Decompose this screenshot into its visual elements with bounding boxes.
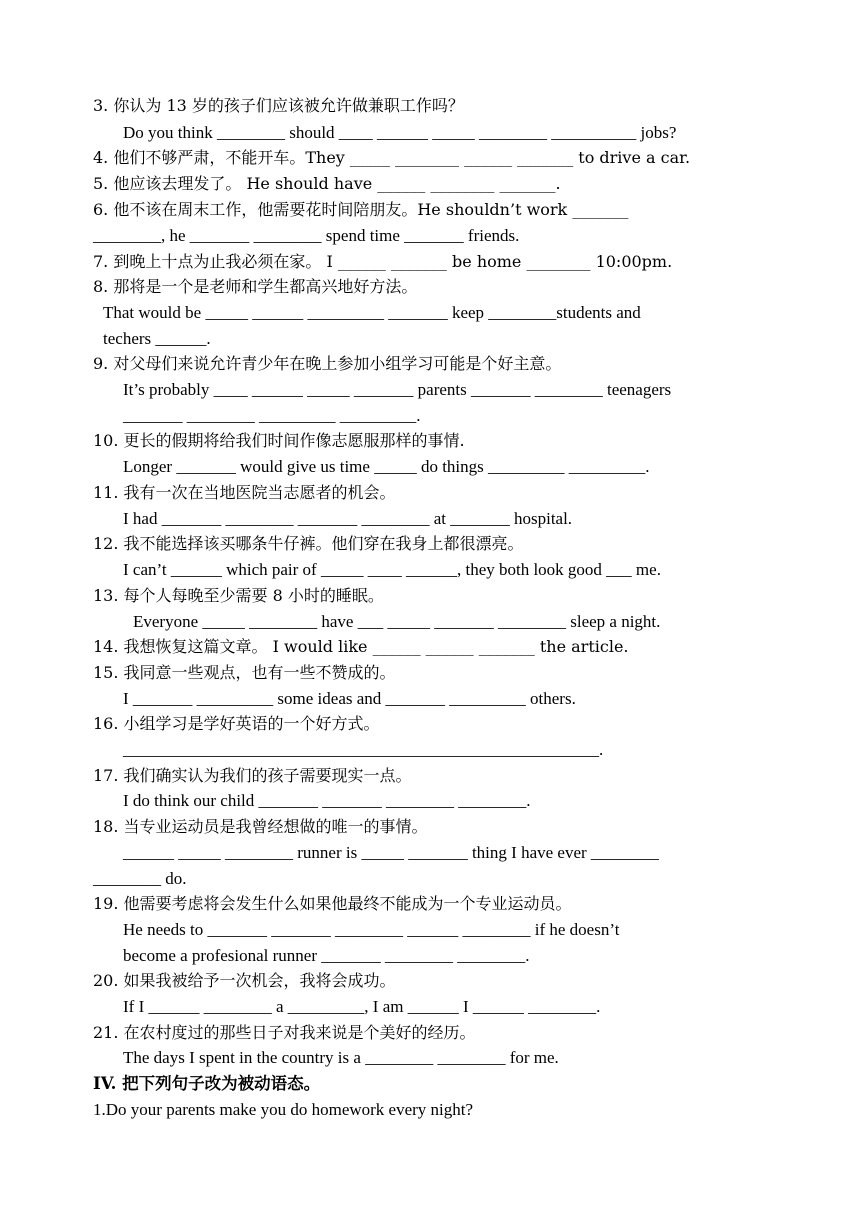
item-12-english: I can’t ______ which pair of _____ ____ ______, they both look good ___ me. (123, 560, 661, 579)
item-12-chinese: 12. 我不能选择该买哪条牛仔裤。他们穿在我身上都很漂亮。 (93, 534, 524, 553)
item-13-english: Everyone _____ ________ have ___ _____ _______ ________ sleep a night. (133, 612, 661, 631)
item-21-english: The days I spent in the country is a ________ ________ for me. (123, 1048, 559, 1067)
item-6-chinese: 6. 他不该在周末工作，他需要花时间陪朋友。He shouldn’t work _______ (93, 200, 629, 219)
item-19-english-2: become a profesional runner _______ ________ ________. (123, 946, 530, 965)
item-9-chinese: 9. 对父母们来说允许青少年在晚上参加小组学习可能是个好主意。 (93, 354, 562, 373)
item-9-english-2: _______ ________ _________ _________. (123, 406, 421, 425)
item-16-english: ________________________________________________________. (123, 740, 604, 759)
item-10-chinese: 10. 更长的假期将给我们时间作像志愿服那样的事情. (93, 431, 465, 450)
item-13-chinese: 13. 每个人每晚至少需要 8 小时的睡眠。 (93, 586, 384, 605)
item-11-english: I had _______ ________ _______ ________ at _______ hospital. (123, 509, 573, 528)
section-iv-heading: IV. 把下列句子改为被动语态。 (93, 1074, 321, 1093)
item-7-line: 7. 到晚上十点为止我必须在家。 I ______ _______ be home ________ 10:00pm. (93, 252, 673, 271)
item-19-english-1: He needs to _______ _______ ________ ______ ________ if he doesn’t (123, 920, 620, 939)
item-8-chinese: 8. 那将是一个是老师和学生都高兴地好方法。 (93, 277, 418, 296)
item-16-chinese: 16. 小组学习是学好英语的一个好方式。 (93, 714, 380, 733)
item-18-english-2: ________ do. (93, 869, 187, 888)
item-17-english: I do think our child _______ _______ ________ ________. (123, 791, 531, 810)
item-5-line: 5. 他应该去理发了。 He should have ______ ________ _______. (93, 174, 561, 193)
item-18-english-1: ______ _____ ________ runner is _____ _______ thing I have ever ________ (123, 843, 659, 862)
section-iv-item-1: 1.Do your parents make you do homework every night? (93, 1100, 474, 1119)
item-8-english-1: That would be _____ ______ _________ _______ keep ________students and (103, 303, 641, 322)
item-17-chinese: 17. 我们确实认为我们的孩子需要现实一点。 (93, 766, 412, 785)
item-3-english: Do you think ________ should ____ ______ _____ ________ __________ jobs? (123, 123, 677, 142)
item-6-english: ________, he _______ ________ spend time _______ friends. (93, 226, 520, 245)
item-3-chinese: 3. 你认为 13 岁的孩子们应该被允许做兼职工作吗？ (93, 96, 464, 115)
item-20-chinese: 20. 如果我被给予一次机会，我将会成功。 (93, 971, 396, 990)
item-20-english: If I ______ ________ a _________, I am ______ I ______ ________. (123, 997, 601, 1016)
item-14-line: 14. 我想恢复这篇文章。 I would like ______ ______ _______ the article. (93, 637, 629, 656)
item-4-line: 4. 他们不够严肃，不能开车。They _____ ________ ______ _______ to drive a car. (93, 148, 691, 167)
item-15-english: I _______ _________ some ideas and _______ _________ others. (123, 689, 576, 708)
item-18-chinese: 18. 当专业运动员是我曾经想做的唯一的事情。 (93, 817, 428, 836)
item-11-chinese: 11. 我有一次在当地医院当志愿者的机会。 (93, 483, 396, 502)
item-19-chinese: 19. 他需要考虑将会发生什么如果他最终不能成为一个专业运动员。 (93, 894, 572, 913)
item-9-english-1: It’s probably ____ ______ _____ _______ parents _______ ________ teenagers (123, 380, 672, 399)
item-10-english: Longer _______ would give us time _____ do things _________ _________. (123, 457, 650, 476)
item-15-chinese: 15. 我同意一些观点，也有一些不赞成的。 (93, 663, 396, 682)
item-21-chinese: 21. 在农村度过的那些日子对我来说是个美好的经历。 (93, 1023, 476, 1042)
item-8-english-2: techers ______. (103, 329, 211, 348)
